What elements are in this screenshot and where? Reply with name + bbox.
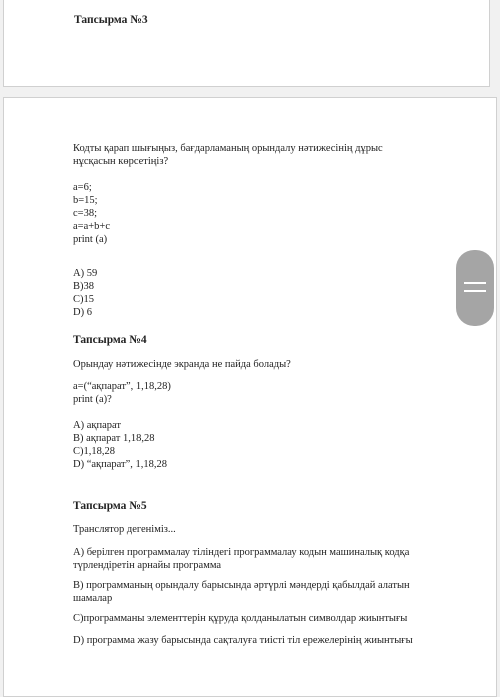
handle-line-icon: [464, 282, 486, 284]
task3-code: a=6; b=15; c=38; a=a+b+c print (a): [73, 182, 110, 245]
task4-title: Тапсырма №4: [73, 334, 147, 346]
task3-question: Кодты қарап шығыңыз, бағдарламаның орындалу нәтижесінің дұрыс нұсқасын көрсетіңіз?: [73, 143, 383, 167]
task4-question: Орындау нәтижесінде экранда не пайда болады?: [73, 359, 291, 370]
scroll-handle[interactable]: [456, 250, 494, 326]
task5-option-b: В) программаның орындалу барысында әртүрлі мәндерді қабылдай алатын шамалар: [73, 580, 410, 604]
task3-options: А) 59 В)38 С)15 D) 6: [73, 268, 98, 318]
task-card-top: [3, 0, 490, 87]
task5-question: Транслятор дегеніміз...: [73, 524, 176, 535]
task4-code: а=(“ақпарат”, 1,18,28) print (а)?: [73, 381, 171, 405]
task5-option-a: А) берілген программалау тіліндегі программалау кодын машиналық кодқа түрлендіретін арнайы программа: [73, 547, 410, 571]
handle-line-icon: [464, 290, 486, 292]
task4-options: А) ақпарат В) ақпарат 1,18,28 С)1,18,28 D) “ақпарат”, 1,18,28: [73, 420, 168, 470]
task5-option-c: С)программаны элементтерін құруда қолданылатын символдар жиынтығы: [73, 613, 408, 624]
task5-title: Тапсырма №5: [73, 500, 147, 512]
task3-title: Тапсырма №3: [74, 14, 148, 26]
task5-option-d: D) программа жазу барысында сақталуға тиісті тіл ережелерінің жиынтығы: [73, 635, 413, 646]
